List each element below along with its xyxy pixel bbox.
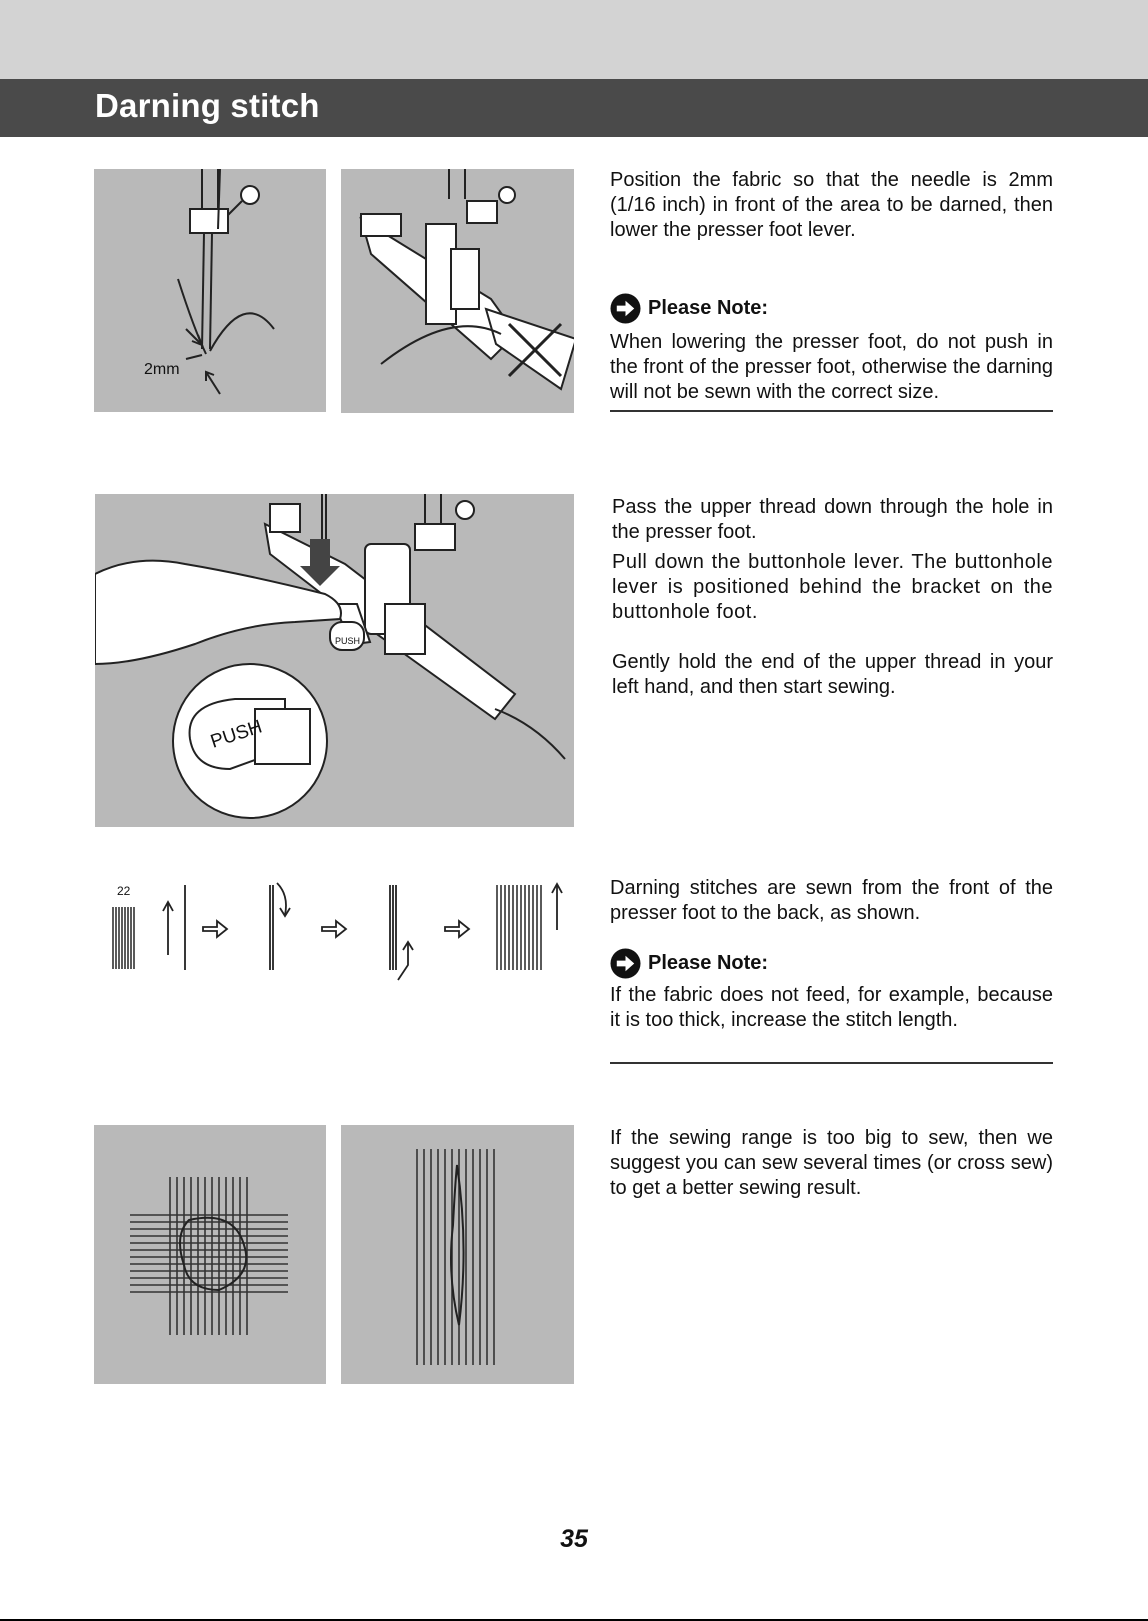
figure-needle-position — [94, 169, 326, 412]
step2-text: Pass the upper thread down through the hole in the presser foot. Pull down the buttonhole lever. The buttonhole lever is positioned behind the bracket on the buttonhole foot. Gently hold the end of the upper thread in your left hand, and then start sewing. — [612, 496, 1053, 698]
stitch-number: 22 — [117, 884, 131, 898]
page-title: Darning stitch — [95, 87, 320, 124]
note-heading-2: Please Note: — [610, 948, 768, 979]
push-label-small: PUSH — [335, 636, 361, 646]
note-divider-1 — [610, 410, 1053, 412]
figure-presser-foot-no-push — [341, 169, 574, 413]
note-divider-2 — [610, 1062, 1053, 1064]
page-number: 35 — [560, 1525, 588, 1553]
note-heading-1: Please Note: — [610, 293, 768, 324]
figure-vertical-sew — [341, 1125, 574, 1384]
figure-buttonhole-lever — [95, 494, 574, 827]
note-text-2: If the fabric does not feed, for example, because it is too thick, increase the stitch length. — [610, 984, 1053, 1031]
step3-text: Darning stitches are sewn from the front of the presser foot to the back, as shown. — [610, 877, 1053, 924]
measure-label: 2mm — [144, 361, 180, 378]
title-bar — [0, 79, 1148, 137]
step1-text: Position the fabric so that the needle is 2mm (1/16 inch) in front of the area to be darned, then lower the presser foot lever. — [610, 169, 1053, 241]
arrow-circle-icon — [610, 948, 641, 979]
push-label-large: PUSH — [208, 716, 265, 753]
figure-darning-sequence — [105, 875, 575, 985]
figure-cross-sew — [94, 1125, 326, 1384]
top-band — [0, 0, 1148, 79]
note-text-1: When lowering the presser foot, do not push in the front of the presser foot, otherwise the darning will not be sewn with the correct size. — [610, 331, 1053, 403]
step4-text: If the sewing range is too big to sew, then we suggest you can sew several times (or cross sew) to get a better sewing result. — [610, 1127, 1053, 1199]
arrow-circle-icon — [610, 293, 641, 324]
